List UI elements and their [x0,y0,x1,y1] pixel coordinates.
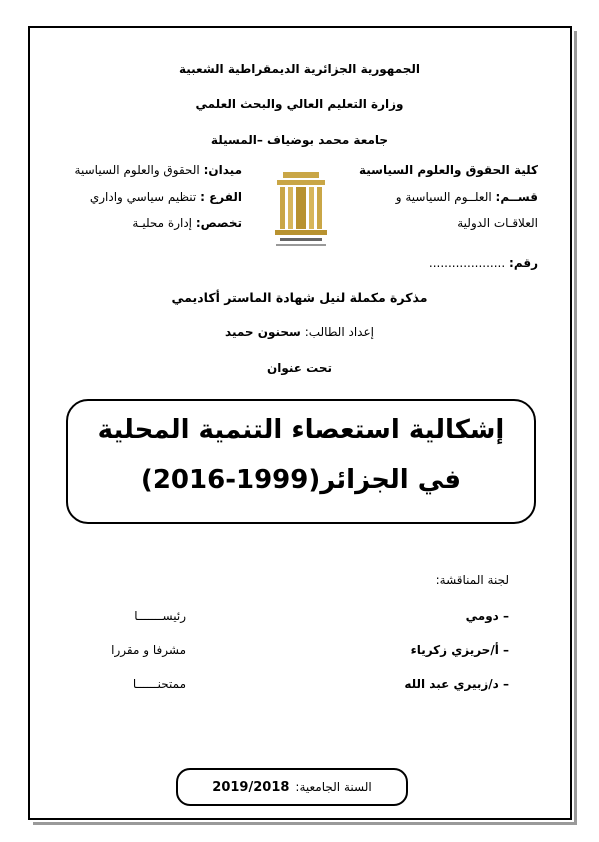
number-line [429,256,538,270]
spec-value: إدارة محليـة [132,216,193,230]
university-logo [266,166,336,258]
student-line [0,325,599,339]
member-role: رئيســـــــا [134,609,186,623]
academic-year-label: السنة الجامعية: [295,780,372,794]
spec-label: تخصص: [195,216,242,230]
number-label: رقم: [509,256,538,270]
member-name: – د/زبيري عبد الله [404,677,509,691]
branch-label: الفرع : [200,190,242,204]
branch-line [90,190,242,204]
member-role: مشرفا و مقررا [111,643,186,657]
academic-year-value: 2019/2018 [212,779,290,795]
field-value: الحقوق والعلوم السياسية [74,163,200,177]
university-name: جامعة محمد بوضياف –المسيلة [210,133,389,147]
student-label: إعداد الطالب: [304,325,374,339]
republic-name: الجمهورية الجزائرية الديمقراطية الشعبية [178,62,421,76]
branch-value: تنظيم سياسي واداري [89,190,197,204]
student-name: سحنون حميد [225,325,301,339]
academic-year-box [176,768,408,806]
under-title: تحت عنوان [266,361,332,375]
number-value: .................... [428,256,506,270]
faculty-name: كلية الحقوق والعلوم السياسية [358,163,538,177]
thesis-title-line2: في الجزائر(1999-2016) [140,465,462,495]
thesis-title-line1: إشكالية استعصاء التنمية المحلية [97,415,505,445]
spec-line [132,216,242,230]
department-line [396,190,538,204]
department-label: قســم: [495,190,538,204]
field-line [75,163,242,177]
field-label: ميدان: [203,163,242,177]
member-role: ممتحنــــــا [132,677,186,691]
memo-purpose: مذكرة مكملة لنيل شهادة الماستر أكاديمي [171,290,428,305]
department-cont: العلاقـات الدولية [457,216,538,230]
member-name: – دومي [465,609,509,623]
member-name: – أ/حريزي زكرياء [410,643,509,657]
thesis-title-box [66,399,536,524]
department-value: العلــوم السياسية و [395,190,492,204]
committee-heading: لجنة المناقشة: [435,573,509,587]
ministry-name: وزارة التعليم العالي والبحث العلمي [195,97,404,111]
